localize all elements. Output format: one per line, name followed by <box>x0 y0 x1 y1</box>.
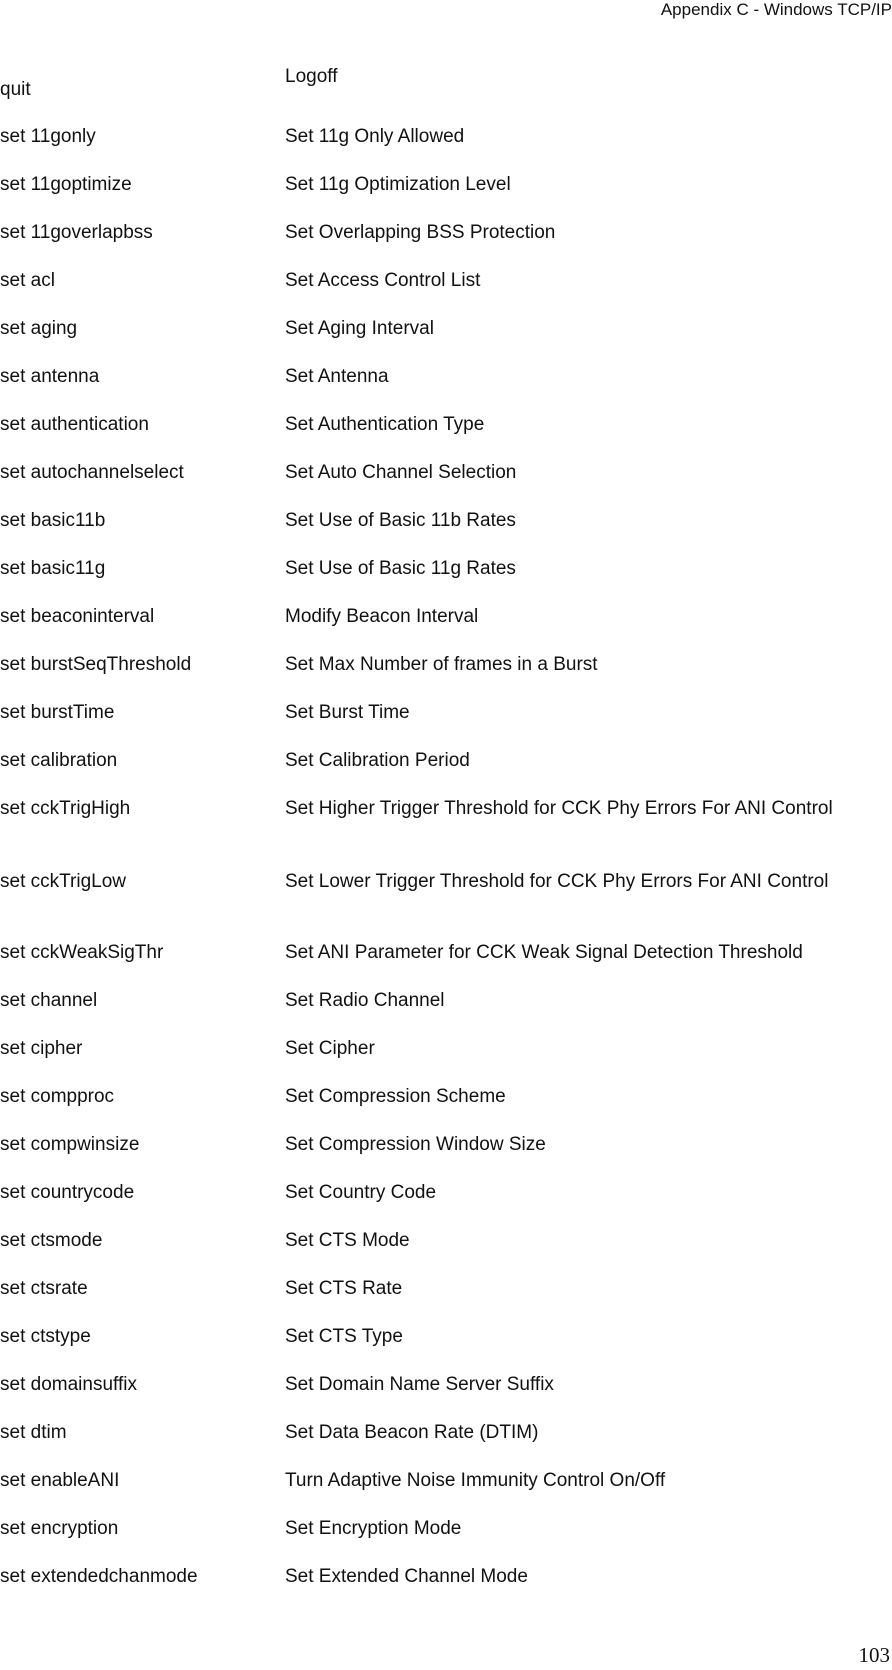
command-name: quit <box>0 79 31 100</box>
command-description: Set Burst Time <box>285 702 410 723</box>
command-name: set enableANI <box>0 1470 120 1491</box>
command-name: set dtim <box>0 1422 67 1443</box>
command-description: Set Auto Channel Selection <box>285 462 517 483</box>
command-description: Set Domain Name Server Suffix <box>285 1374 554 1395</box>
command-description: Set Compression Window Size <box>285 1134 546 1155</box>
command-description: Set CTS Rate <box>285 1278 403 1299</box>
command-name: set channel <box>0 990 98 1011</box>
command-name: set domainsuffix <box>0 1374 137 1395</box>
command-name: set compwinsize <box>0 1134 140 1155</box>
command-name: set ctsmode <box>0 1230 103 1251</box>
command-description: Set ANI Parameter for CCK Weak Signal Detection Threshold <box>285 942 803 963</box>
command-description: Set Use of Basic 11b Rates <box>285 510 516 531</box>
command-name: set 11gonly <box>0 126 96 147</box>
command-name: set calibration <box>0 750 118 771</box>
command-description: Set 11g Only Allowed <box>285 126 465 147</box>
command-name: set authentication <box>0 414 149 435</box>
command-name: set cckTrigHigh <box>0 798 131 819</box>
command-name: set encryption <box>0 1518 119 1539</box>
command-description: Logoff <box>285 66 338 87</box>
command-description: Set Country Code <box>285 1182 437 1203</box>
command-description: Set Lower Trigger Threshold for CCK Phy Errors For ANI Control <box>285 871 829 892</box>
command-description: Set Radio Channel <box>285 990 445 1011</box>
command-description: Set 11g Optimization Level <box>285 174 511 195</box>
command-description: Set Access Control List <box>285 270 481 291</box>
command-name: set burstTime <box>0 702 115 723</box>
command-description: Set Antenna <box>285 366 389 387</box>
command-name: set burstSeqThreshold <box>0 654 192 675</box>
command-name: set autochannelselect <box>0 462 184 483</box>
command-name: set cckTrigLow <box>0 871 126 892</box>
command-description: Set Aging Interval <box>285 318 434 339</box>
command-name: set aging <box>0 318 78 339</box>
command-description: Set CTS Type <box>285 1326 403 1347</box>
command-name: set acl <box>0 270 55 291</box>
command-name: set cckWeakSigThr <box>0 942 164 963</box>
command-name: set compproc <box>0 1086 115 1107</box>
command-description: Set Compression Scheme <box>285 1086 506 1107</box>
running-header: Appendix C - Windows TCP/IP <box>660 0 892 19</box>
command-description: Set Overlapping BSS Protection <box>285 222 556 243</box>
command-description: Set Calibration Period <box>285 750 470 771</box>
page-number: 103 <box>858 1643 890 1667</box>
command-description: Modify Beacon Interval <box>285 606 479 627</box>
command-description: Set Max Number of frames in a Burst <box>285 654 598 675</box>
command-name: set basic11g <box>0 558 106 579</box>
command-name: set ctstype <box>0 1326 91 1347</box>
command-description: Set Higher Trigger Threshold for CCK Phy Errors For ANI Control <box>285 798 833 819</box>
command-description: Set Authentication Type <box>285 414 485 435</box>
command-description: Turn Adaptive Noise Immunity Control On/Off <box>285 1470 666 1491</box>
command-name: set ctsrate <box>0 1278 88 1299</box>
command-name: set countrycode <box>0 1182 135 1203</box>
command-name: set beaconinterval <box>0 606 155 627</box>
command-name: set basic11b <box>0 510 106 531</box>
command-description: Set Use of Basic 11g Rates <box>285 558 516 579</box>
command-description: Set Data Beacon Rate (DTIM) <box>285 1422 539 1443</box>
command-description: Set Extended Channel Mode <box>285 1566 528 1587</box>
command-description: Set CTS Mode <box>285 1230 410 1251</box>
command-description: Set Cipher <box>285 1038 375 1059</box>
command-name: set cipher <box>0 1038 83 1059</box>
command-description: Set Encryption Mode <box>285 1518 462 1539</box>
command-name: set 11goptimize <box>0 174 132 195</box>
command-name: set 11goverlapbss <box>0 222 153 243</box>
command-name: set extendedchanmode <box>0 1566 198 1587</box>
command-name: set antenna <box>0 366 100 387</box>
